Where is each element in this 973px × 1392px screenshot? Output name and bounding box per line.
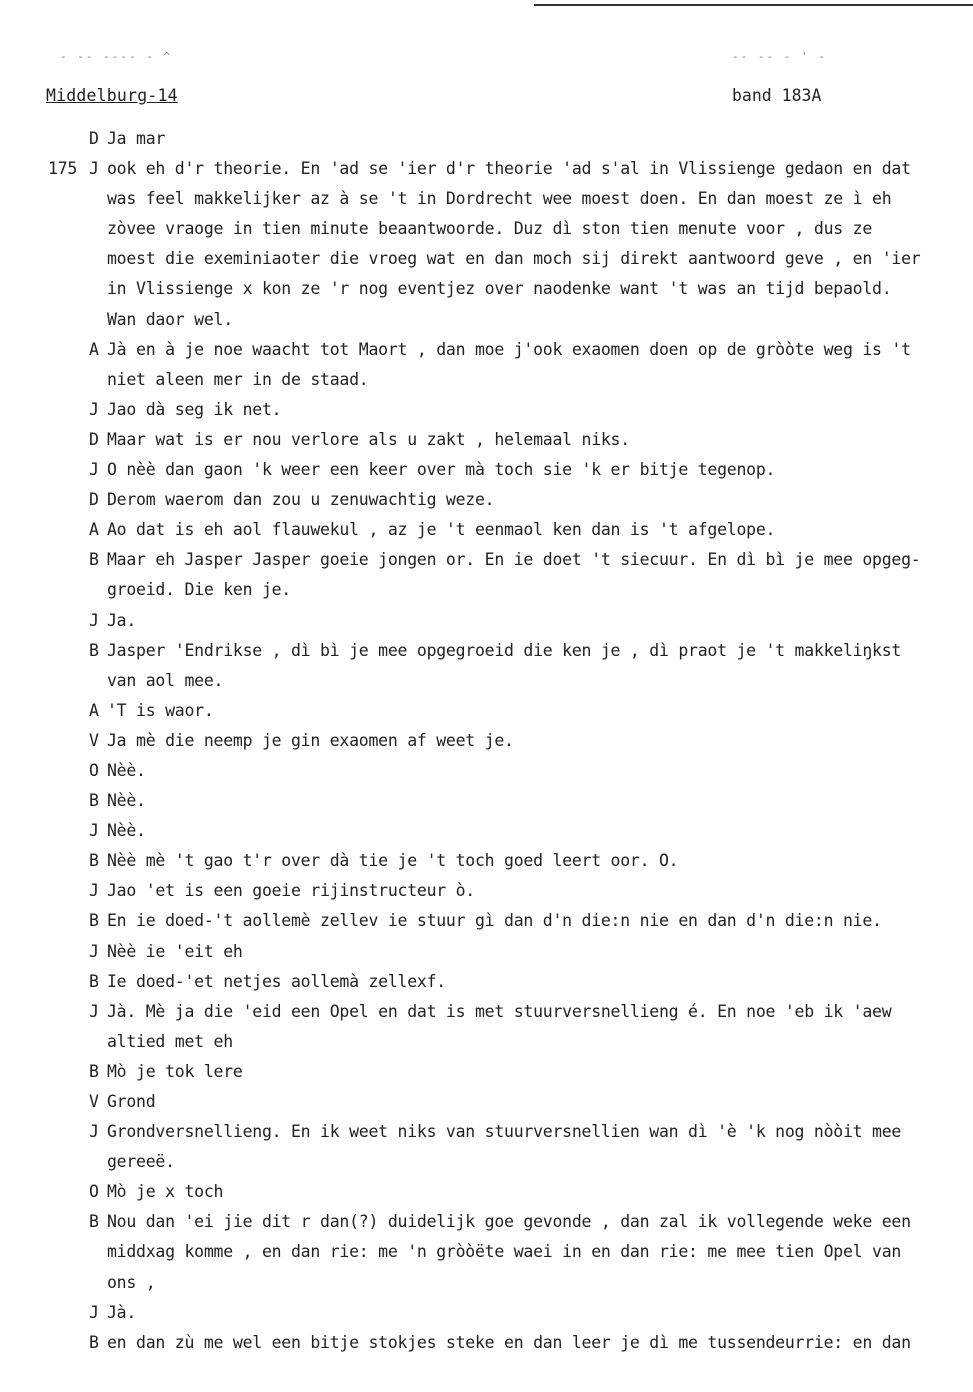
utterance-text: Maar wat is er nou verlore als u zakt , helemaal niks. [107, 429, 630, 449]
speaker-label: B [89, 1212, 99, 1232]
utterance-text: Nèè. [107, 791, 146, 811]
speaker-label: B [89, 1061, 99, 1081]
speaker-label: J [89, 941, 99, 961]
transcript-line [0, 1210, 973, 1240]
speaker-label: J [89, 821, 99, 841]
transcript-line [0, 458, 973, 488]
transcript-turn [0, 970, 973, 1000]
transcript-line [0, 157, 973, 187]
transcript-turn [0, 789, 973, 819]
transcript-line [0, 187, 973, 217]
transcript-turn [0, 1120, 973, 1180]
utterance-text: Ao dat is eh aol flauwekul , az je 't eenmaol ken dan is 't afgelope. [107, 520, 776, 540]
transcript-line [0, 488, 973, 518]
faint-mark-right: -- -- - ' - [732, 50, 827, 63]
utterance-text: was feel makkelijker az à se 't in Dordrecht wee moest doen. En dan moest ze ì eh [107, 189, 892, 209]
speaker-label: D [89, 490, 99, 510]
transcript-line [0, 1331, 973, 1361]
transcript-line [0, 398, 973, 428]
transcript-line [0, 669, 973, 699]
transcript-line [0, 1271, 973, 1301]
utterance-text: gereeë. [107, 1152, 175, 1172]
transcript-line [0, 1301, 973, 1331]
speaker-label: J [89, 1302, 99, 1322]
utterance-text: van aol mee. [107, 670, 224, 690]
utterance-text: Ie doed-'et netjes aollemà zellexf. [107, 971, 446, 991]
utterance-text: Ja mè die neemp je gin exaomen af weet je. [107, 730, 514, 750]
transcript-turn [0, 548, 973, 608]
speaker-label: J [89, 1122, 99, 1142]
utterance-text: Maar eh Jasper Jasper goeie jongen or. En ie doet 't siecuur. En dì bì je mee opgeg- [107, 550, 921, 570]
transcript-line [0, 789, 973, 819]
utterance-text: Mò je tok lere [107, 1061, 243, 1081]
transcript-turn [0, 398, 973, 428]
transcript-turn [0, 428, 973, 458]
utterance-text: 'T is waor. [107, 700, 214, 720]
speaker-label: A [89, 520, 99, 540]
transcript-turn [0, 819, 973, 849]
transcript-line [0, 940, 973, 970]
utterance-text: Ja. [107, 610, 137, 630]
speaker-label: D [89, 429, 99, 449]
transcript-turn [0, 488, 973, 518]
utterance-text: middxag komme , en dan rie: me 'n gròòëte waei in en dan rie: me mee tien Opel van [107, 1242, 902, 1262]
transcript-line [0, 699, 973, 729]
speaker-label: O [89, 760, 99, 780]
transcript-turn [0, 1090, 973, 1120]
utterance-text: altied met eh [107, 1031, 233, 1051]
utterance-text: Grond [107, 1092, 156, 1111]
transcript-line [0, 1240, 973, 1270]
top-rule [534, 4, 973, 6]
transcript-turn [0, 609, 973, 639]
transcript-line [0, 518, 973, 548]
transcript-line [0, 368, 973, 398]
utterance-text: Jao dà seg ik net. [107, 399, 282, 419]
speaker-label: V [89, 1092, 99, 1111]
utterance-text: Nou dan 'ei jie dit r dan(?) duidelijk goe gevonde , dan zal ik vollegende weke een [107, 1212, 911, 1232]
transcript-line [0, 247, 973, 277]
transcript-line [0, 759, 973, 789]
utterance-text: O nèè dan gaon 'k weer een keer over mà toch sie 'k er bitje tegenop. [107, 460, 776, 480]
speaker-label: B [89, 851, 99, 871]
transcript-line [0, 909, 973, 939]
utterance-text: niet aleen mer in de staad. [107, 369, 369, 389]
speaker-label: V [89, 730, 99, 750]
transcript-line [0, 819, 973, 849]
speaker-label: B [89, 550, 99, 570]
speaker-label: J [89, 399, 99, 419]
utterance-text: Ja mar [107, 129, 166, 148]
utterance-text: Jà en à je noe waacht tot Maort , dan moe j'ook exaomen doen op de gròòte weg is 't [107, 339, 911, 359]
transcript-line [0, 639, 973, 669]
transcript-line [0, 609, 973, 639]
utterance-text: zòvee vraoge in tien minute beaantwoorde. Duz dì ston tien menute voor , dus ze [107, 219, 873, 239]
transcript-line [0, 1000, 973, 1030]
speaker-label: J [89, 159, 99, 179]
transcript-turn [0, 909, 973, 939]
speaker-label: B [89, 911, 99, 931]
transcript-turn [0, 1331, 973, 1361]
transcript-line [0, 217, 973, 247]
transcript-line [0, 879, 973, 909]
utterance-text: Nèè ie 'eit eh [107, 941, 243, 961]
speaker-label: B [89, 1332, 99, 1352]
speaker-label: B [89, 640, 99, 660]
speaker-label: J [89, 1001, 99, 1021]
utterance-text: moest die exeminiaoter die vroeg wat en dan moch sij direkt aantwoord geve , en 'ier [107, 249, 921, 269]
transcript-turn [0, 1180, 973, 1210]
transcript-turn [0, 759, 973, 789]
speaker-label: B [89, 971, 99, 991]
utterance-text: ons , [107, 1272, 156, 1292]
transcript-line [0, 308, 973, 338]
transcript-turn [0, 157, 973, 338]
utterance-text: Nèè mè 't gao t'r over dà tie je 't toch goed leert oor. O. [107, 851, 679, 871]
transcript-line [0, 548, 973, 578]
utterance-text: Grondversnellieng. En ik weet niks van stuurversnellien wan dì 'è 'k nog nòòit mee [107, 1122, 902, 1142]
utterance-text: en dan zù me wel een bitje stokjes steke en dan leer je dì me tussendeurrie: en dan [107, 1332, 911, 1352]
transcript-line [0, 338, 973, 368]
speaker-label: D [89, 129, 99, 148]
utterance-text: Wan daor wel. [107, 309, 233, 329]
transcript-line [0, 1180, 973, 1210]
transcript-turn [0, 639, 973, 699]
transcript-turn [0, 879, 973, 909]
transcript-turn [0, 518, 973, 548]
transcript-turn [0, 849, 973, 879]
transcript-line [0, 578, 973, 608]
transcript-turn [0, 338, 973, 398]
utterance-text: Jao 'et is een goeie rijinstructeur ò. [107, 881, 475, 901]
speaker-label: A [89, 339, 99, 359]
transcript-line [0, 1030, 973, 1060]
transcript-turn [0, 1210, 973, 1300]
transcript-line [0, 729, 973, 759]
transcript-line [0, 127, 973, 157]
transcript-turn [0, 940, 973, 970]
speaker-label: B [89, 791, 99, 811]
utterance-text: Nèè. [107, 821, 146, 841]
utterance-text: En ie doed-'t aollemè zellev ie stuur gì dan d'n die:n nie en dan d'n die:n nie. [107, 911, 882, 931]
utterance-text: Jà. [107, 1302, 137, 1322]
speaker-label: J [89, 881, 99, 901]
transcript-turn [0, 1000, 973, 1060]
location-header: Middelburg-14 [46, 86, 178, 105]
transcript-line [0, 1090, 973, 1120]
utterance-text: Nèè. [107, 760, 146, 780]
transcript-turn [0, 1060, 973, 1090]
utterance-text: groeid. Die ken je. [107, 580, 291, 600]
utterance-text: Derom waerom dan zou u zenuwachtig weze. [107, 490, 495, 510]
transcript-line [0, 1060, 973, 1090]
transcript-turn [0, 699, 973, 729]
speaker-label: J [89, 460, 99, 480]
transcript [0, 127, 973, 1361]
transcript-line [0, 277, 973, 307]
speaker-label: J [89, 610, 99, 630]
transcript-turn [0, 1301, 973, 1331]
transcript-line [0, 428, 973, 458]
utterance-text: Jà. Mè ja die 'eid een Opel en dat is met stuurversnellieng é. En noe 'eb ik 'aew [107, 1001, 892, 1021]
transcript-line [0, 1150, 973, 1180]
transcript-turn [0, 458, 973, 488]
transcript-line [0, 970, 973, 1000]
tape-band-header: band 183A [732, 86, 822, 105]
transcript-line [0, 1120, 973, 1150]
transcript-turn [0, 729, 973, 759]
utterance-text: Mò je x toch [107, 1182, 224, 1202]
utterance-text: Jasper 'Endrikse , dì bì je mee opgegroeid die ken je , dì praot je 't makkeliŋkst [107, 640, 902, 660]
utterance-text: in Vlissienge x kon ze 'r nog eventjez over naodenke want 't was an tijd bepaold. [107, 279, 892, 299]
speaker-label: A [89, 700, 99, 720]
faint-mark-left: - -- ---- - ^ [60, 50, 173, 63]
speaker-label: O [89, 1182, 99, 1202]
line-number: 175 [48, 159, 78, 179]
transcript-turn [0, 127, 973, 157]
transcript-line [0, 849, 973, 879]
utterance-text: ook eh d'r theorie. En 'ad se 'ier d'r theorie 'ad s'al in Vlissienge gedaon en dat [107, 159, 911, 179]
